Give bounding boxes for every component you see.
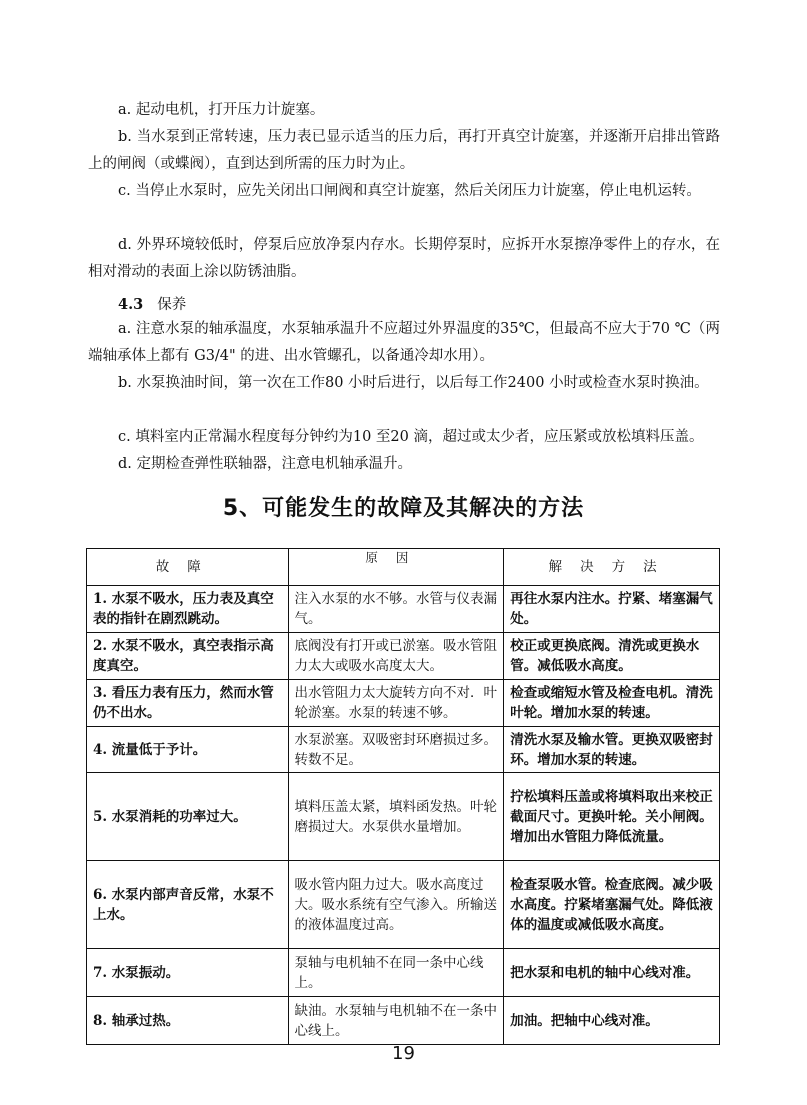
solution-cell: 再往水泵内注水。拧紧、堵塞漏气处。	[504, 586, 720, 633]
fault-cell: 5. 水泵消耗的功率过大。	[87, 773, 289, 861]
solution-cell: 检查或缩短水管及检查电机。清洗叶轮。增加水泵的转速。	[504, 680, 720, 727]
cause-cell: 缺油。水泵轴与电机轴不在一条中心线上。	[288, 997, 504, 1045]
solution-cell: 拧松填料压盖或将填料取出来校正截面尺寸。更换叶轮。关小闸阀。增加出水管阻力降低流量。	[504, 773, 720, 861]
maintenance-item-c: c. 填料室内正常漏水程度每分钟约为10 至20 滴，超过或太少者，应压紧或放松填料压盖。	[118, 429, 704, 445]
table-row	[87, 633, 720, 680]
operation-step-d: d. 外界环境较低时，停泵后应放净泵内存水。长期停泵时，应拆开水泵擦净零件上的存水，在相对滑动的表面上涂以防锈油脂。	[88, 237, 720, 280]
cause-cell: 底阀没有打开或已淤塞。吸水管阻力太大或吸水高度太大。	[288, 633, 504, 680]
table-row	[87, 949, 720, 997]
fault-cell: 4. 流量低于予计。	[87, 727, 289, 773]
operation-step-b: b. 当水泵到正常转速，压力表已显示适当的压力后，再打开真空计旋塞，并逐渐开启排出管路上的闸阀（或蝶阀），直到达到所需的压力时为止。	[88, 129, 720, 172]
header-solution: 解决方法	[504, 549, 720, 586]
solution-cell: 把水泵和电机的轴中心线对准。	[504, 949, 720, 997]
table-header-row	[87, 549, 720, 586]
page-number: 19	[392, 1043, 415, 1064]
maintenance-number: 4.3	[118, 296, 144, 313]
table-row	[87, 997, 720, 1045]
fault-cell: 1. 水泵不吸水，压力表及真空表的指针在剧烈跳动。	[87, 586, 289, 633]
solution-cell: 检查泵吸水管。检查底阀。减少吸水高度。拧紧堵塞漏气处。降低液体的温度或减低吸水高度。	[504, 861, 720, 949]
cause-cell: 注入水泵的水不够。水管与仪表漏气。	[288, 586, 504, 633]
header-cause: 原因	[288, 549, 504, 586]
header-fault: 故障	[87, 549, 289, 586]
maintenance-item-d: d. 定期检查弹性联轴器，注意电机轴承温升。	[118, 456, 412, 472]
operation-step-a: a. 起动电机，打开压力计旋塞。	[118, 102, 325, 118]
fault-cell: 7. 水泵振动。	[87, 949, 289, 997]
fault-table	[86, 548, 720, 1045]
maintenance-item-a: a. 注意水泵的轴承温度，水泵轴承温升不应超过外界温度的35℃，但最高不应大于70 ℃（两端轴承体上都有 G3/4" 的进、出水管螺孔，以备通冷却水用）。	[88, 321, 720, 364]
fault-cell: 8. 轴承过热。	[87, 997, 289, 1045]
cause-cell: 水泵淤塞。双吸密封环磨损过多。转数不足。	[288, 727, 504, 773]
maintenance-heading	[118, 291, 186, 319]
section-title: 5、可能发生的故障及其解决的方法	[222, 496, 585, 521]
solution-cell: 校正或更换底阀。清洗或更换水管。减低吸水高度。	[504, 633, 720, 680]
maintenance-title: 保养	[157, 297, 187, 313]
solution-cell: 加油。把轴中心线对准。	[504, 997, 720, 1045]
operation-step-c: c. 当停止水泵时，应先关闭出口闸阀和真空计旋塞，然后关闭压力计旋塞，停止电机运转。	[118, 183, 701, 199]
solution-cell: 清洗水泵及输水管。更换双吸密封环。增加水泵的转速。	[504, 727, 720, 773]
table-row	[87, 773, 720, 861]
maintenance-item-b: b. 水泵换油时间，第一次在工作80 小时后进行，以后每工作2400 小时或检查水泵时换油。	[118, 375, 709, 391]
table-row	[87, 727, 720, 773]
fault-cell: 3. 看压力表有压力，然而水管仍不出水。	[87, 680, 289, 727]
cause-cell: 填料压盖太紧，填料函发热。叶轮磨损过大。水泵供水量增加。	[288, 773, 504, 861]
fault-cell: 2. 水泵不吸水，真空表指示高度真空。	[87, 633, 289, 680]
fault-cell: 6. 水泵内部声音反常，水泵不上水。	[87, 861, 289, 949]
table-row	[87, 680, 720, 727]
cause-cell: 吸水管内阻力过大。吸水高度过大。吸水系统有空气渗入。所输送的液体温度过高。	[288, 861, 504, 949]
cause-cell: 出水管阻力太大旋转方向不对．叶轮淤塞。水泵的转速不够。	[288, 680, 504, 727]
table-row	[87, 861, 720, 949]
cause-cell: 泵轴与电机轴不在同一条中心线上。	[288, 949, 504, 997]
table-row	[87, 586, 720, 633]
